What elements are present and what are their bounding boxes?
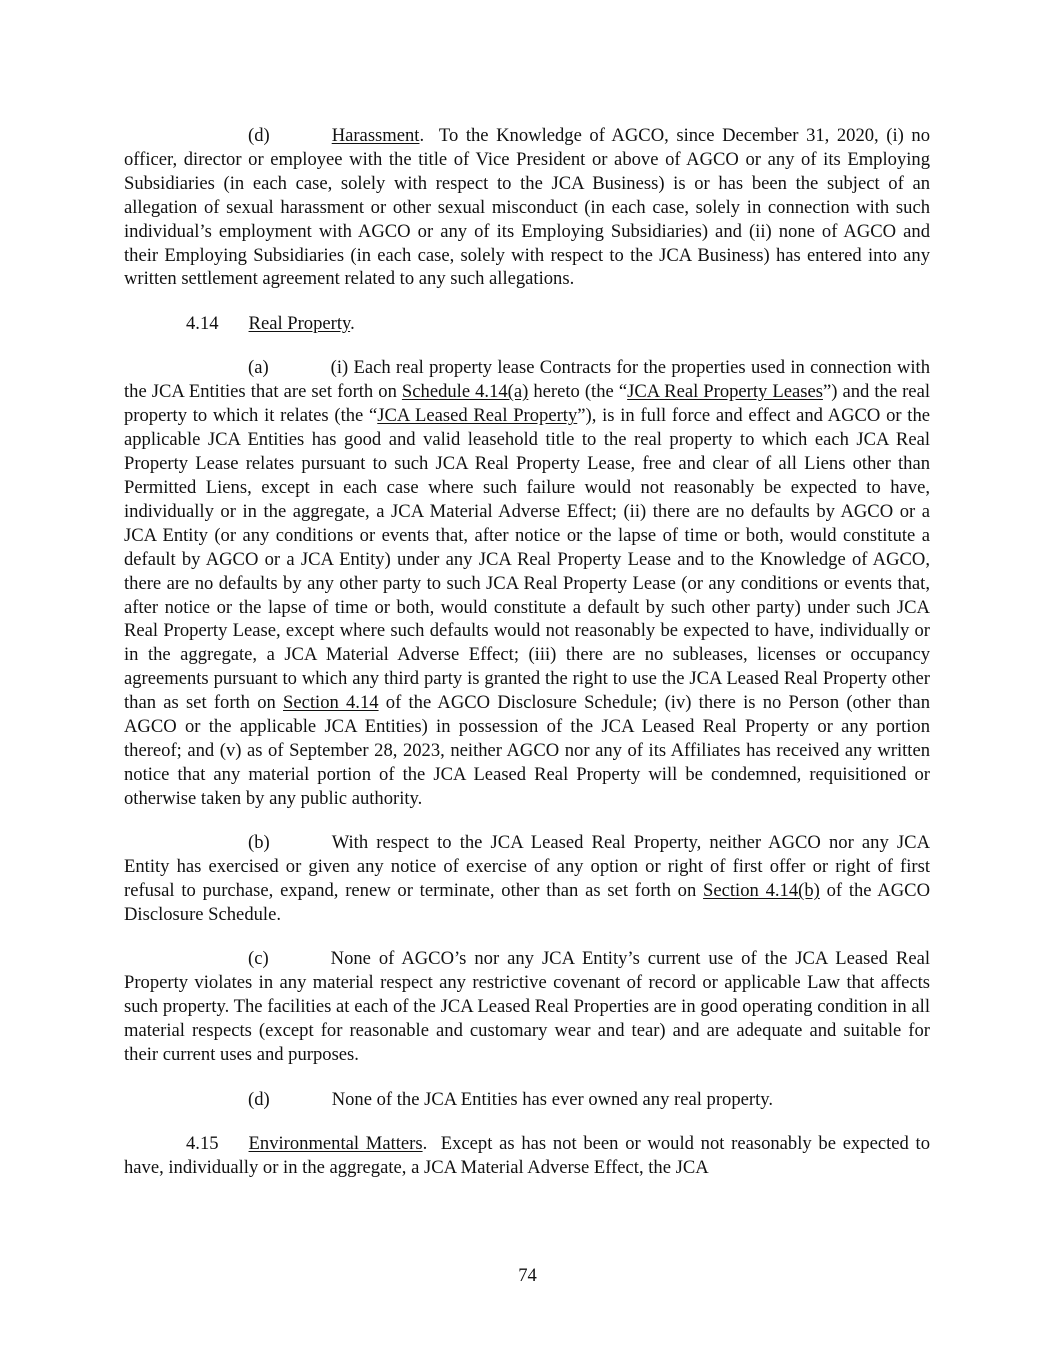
document-page xyxy=(124,124,930,1180)
paragraph-real-property-leases: (a) (i) Each real property lease Contracts for the properties used in connection with the JCA Entities that are set forth on Schedule 4.14(a) hereto (the “JCA Real Property Leases”) and the real property to which it relates (the “JCA Leased Real Property”), is in full force and effect and AGCO or the applicable JCA Entities has good and valid leasehold title to the real property to which each JCA Real Property Lease relates pursuant to such JCA Real Property Lease, free and clear of all Liens other than Permitted Liens, except in each case where such failure would not reasonably be expected to have, individually or in the aggregate, a JCA Material Adverse Effect; (ii) there are no defaults by AGCO or a JCA Entity (or any conditions or events that, after notice or the lapse of time or both, would constitute a default by AGCO or a JCA Entity) under any JCA Real Property Lease and to the Knowledge of AGCO, there are no defaults by any other party to such JCA Real Property Lease (or any conditions or events that, after notice or the lapse of time or both, would constitute a default by such other party) under such JCA Real Property Lease, except where such defaults would not reasonably be expected to have, individually or in the aggregate, a JCA Material Adverse Effect; (iii) there are no subleases, licenses or occupancy agreements pursuant to which any third party is granted the right to use the JCA Leased Real Property other than as set forth on Section 4.14 of the AGCO Disclosure Schedule; (iv) there is no Person (other than AGCO or the applicable JCA Entities) in possession of the JCA Leased Real Property or any portion thereof; and (v) as of September 28, 2023, neither AGCO nor any of its Affiliates has received any written notice that any material portion of the JCA Leased Real Property will be condemned, requisitioned or otherwise taken by any public authority. xyxy=(124,357,931,809)
section-reference: Section 4.14(b) xyxy=(703,880,820,902)
section-title: Real Property xyxy=(248,312,351,334)
clause-label: (d) xyxy=(248,1088,270,1110)
clause-text: To the Knowledge of AGCO, since December 31, 2020, (i) no officer, director or employee with the title of Vice President or above of AGCO or any of its Employing Subsidiaries (in each case, solely with respect to the JCA Business) is or has been the subject of an allegation of sexual harassment or other sexual misconduct (in each case, solely in connection with such individual’s employment with AGCO or any of its Employing Subsidiaries) and (ii) none of AGCO and their Employing Subsidiaries (in each case, solely with respect to the JCA Business) has entered into any written settlement agreement related to any such allegations. xyxy=(124,125,930,290)
section-heading-4-14: 4.14 Real Property. xyxy=(186,312,355,334)
clause-heading: Harassment xyxy=(331,125,420,146)
paragraph-current-use: (c) None of AGCO’s nor any JCA Entity’s current use of the JCA Leased Real Property violates in any material respect any restrictive covenant of record or applicable Law that affects such property. The facilities at each of the JCA Leased Real Properties are in good operating condition in all material respects (except for reasonable and customary wear and tear) and are adequate and suitable for their current uses and purposes. xyxy=(124,948,930,1066)
paragraph-options: (b) With respect to the JCA Leased Real Property, neither AGCO nor any JCA Entity has exercised or given any notice of exercise of any option or right of first offer or right of first refusal to purchase, expand, renew or terminate, other than as set forth on Section 4.14(b) of the AGCO Disclosure Schedule. xyxy=(124,832,930,925)
defined-term: JCA Leased Real Property xyxy=(377,405,578,427)
defined-term: JCA Real Property Leases xyxy=(627,381,823,403)
paragraph-owned-property: (d) None of the JCA Entities has ever owned any real property. xyxy=(248,1088,773,1110)
clause-label: (b) xyxy=(248,832,270,854)
page-number: 74 xyxy=(518,1265,537,1286)
section-number: 4.14 xyxy=(186,312,219,334)
section-reference: Section 4.14 xyxy=(283,692,379,714)
schedule-reference: Schedule 4.14(a) xyxy=(401,381,529,403)
clause-label: (d) xyxy=(248,125,270,146)
paragraph-harassment: (d) Harassment. To the Knowledge of AGCO, since December 31, 2020, (i) no officer, director or employee with the title of Vice President or above of AGCO or any of its Employing Subsidiaries (in each case, solely with respect to the JCA Business) is or has been the subject of an allegation of sexual harassment or other sexual misconduct (in each case, solely in connection with such individual’s employment with AGCO or any of its Employing Subsidiaries) and (ii) none of AGCO and their Employing Subsidiaries (in each case, solely with respect to the JCA Business) has entered into any written settlement agreement related to any such allegations. xyxy=(124,125,930,290)
section-title: Environmental Matters xyxy=(248,1133,423,1155)
clause-label: (c) xyxy=(248,948,269,970)
section-text: Except as has not been or would not reasonably be expected to have, individually or in the aggregate, a JCA Material Adverse Effect, the JCA xyxy=(124,1133,930,1178)
clause-label: (a) xyxy=(248,357,269,379)
section-environmental-matters: 4.15 Environmental Matters. Except as has not been or would not reasonably be expected to have, individually or in the aggregate, a JCA Material Adverse Effect, the JCA xyxy=(124,1133,930,1178)
section-number: 4.15 xyxy=(186,1133,219,1155)
